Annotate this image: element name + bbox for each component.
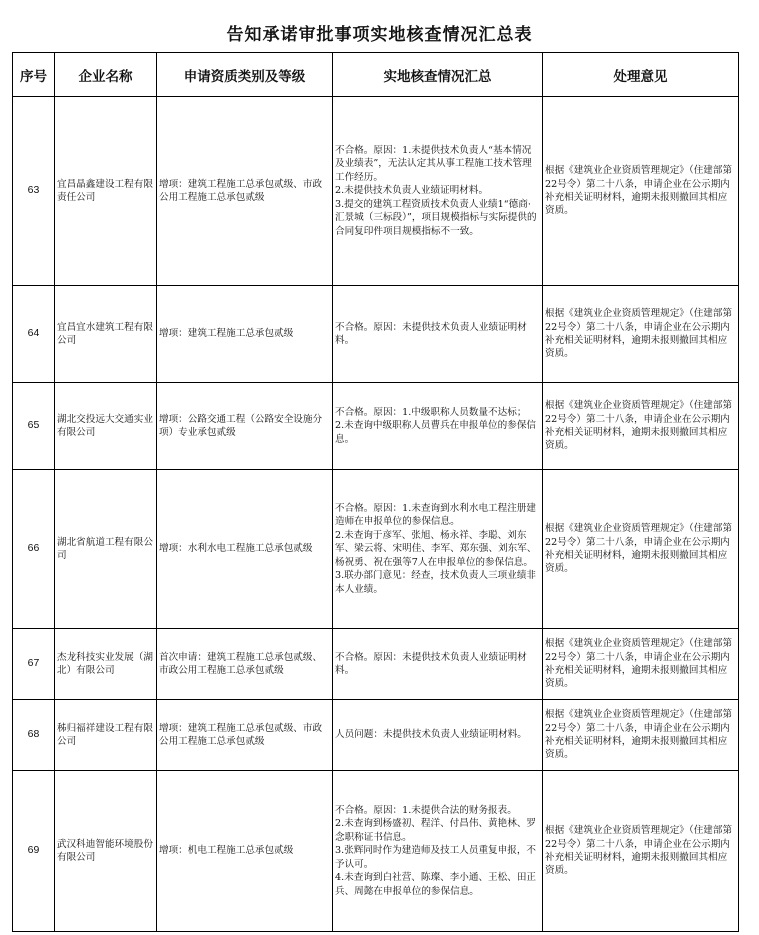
finding-line: 2.未查询于彦军、张旭、杨永祥、李聪、刘东军、梁云将、宋明佳、李军、郑东强、刘东军、杨祝勇、祝在强等7人在申报单位的参保信息。 bbox=[335, 529, 537, 568]
finding-line: 2.未提供技术负责人业绩证明材料。 bbox=[335, 185, 489, 197]
table-row bbox=[13, 286, 739, 383]
row-company: 武汉科迪智能环境股份有限公司 bbox=[55, 771, 157, 932]
row-qualification: 增项：建筑工程施工总承包贰级、市政公用工程施工总承包贰级 bbox=[157, 97, 333, 286]
header-seq: 序号 bbox=[13, 53, 55, 97]
finding-line: 3.提交的建筑工程资质技术负责人业绩1“德商·汇景城（三标段）”，项目规模指标与实际提供的合同复印件项目规模指标不一致。 bbox=[335, 198, 537, 237]
row-findings bbox=[333, 286, 543, 383]
row-decision: 根据《建筑业企业资质管理规定》（住建部第22号令）第二十八条，申请企业在公示期内补充相关证明材料，逾期未报则撤回其相应资质。 bbox=[543, 286, 739, 383]
row-decision: 根据《建筑业企业资质管理规定》（住建部第22号令）第二十八条，申请企业在公示期内补充相关证明材料，逾期未报则撤回其相应资质。 bbox=[543, 629, 739, 700]
row-seq: 65 bbox=[13, 383, 55, 470]
row-company: 秭归福祥建设工程有限公司 bbox=[55, 700, 157, 771]
finding-line: 不合格。原因：1.中级职称人员数量不达标； bbox=[335, 406, 527, 418]
row-company: 宜昌晶鑫建设工程有限责任公司 bbox=[55, 97, 157, 286]
finding-line: 不合格。原因：1.未查询到水利水电工程注册建造师在申报单位的参保信息。 bbox=[335, 503, 537, 528]
row-findings bbox=[333, 629, 543, 700]
header-company: 企业名称 bbox=[55, 53, 157, 97]
table-row bbox=[13, 97, 739, 286]
row-qualification: 增项：机电工程施工总承包贰级 bbox=[157, 771, 333, 932]
row-seq: 63 bbox=[13, 97, 55, 286]
table-row bbox=[13, 700, 739, 771]
row-company: 宜昌宜水建筑工程有限公司 bbox=[55, 286, 157, 383]
finding-line: 3.张辉同时作为建造师及技工人员重复申报，不予认可。 bbox=[335, 845, 537, 870]
row-qualification: 增项：公路交通工程（公路安全设施分项）专业承包贰级 bbox=[157, 383, 333, 470]
finding-line: 2.未查询中级职称人员曹兵在申报单位的参保信息。 bbox=[335, 420, 537, 445]
finding-line: 4.未查询到白社营、陈璨、李小通、王松、田正兵、周懿在申报单位的参保信息。 bbox=[335, 872, 537, 897]
finding-line: 2.未查询到杨盛初、程洋、付昌伟、黄艳林、罗念职称证书信息。 bbox=[335, 818, 537, 843]
table-header-row bbox=[13, 53, 739, 97]
finding-line: 3.联办部门意见：经查，技术负责人三项业绩非本人业绩。 bbox=[335, 570, 537, 595]
row-findings bbox=[333, 771, 543, 932]
row-qualification: 首次申请：建筑工程施工总承包贰级、市政公用工程施工总承包贰级 bbox=[157, 629, 333, 700]
row-company: 湖北交投远大交通实业有限公司 bbox=[55, 383, 157, 470]
row-findings bbox=[333, 97, 543, 286]
row-company: 杰龙科技实业发展（湖北）有限公司 bbox=[55, 629, 157, 700]
row-company: 湖北省航道工程有限公司 bbox=[55, 470, 157, 629]
row-findings bbox=[333, 700, 543, 771]
summary-table bbox=[12, 52, 739, 932]
page-title: 告知承诺审批事项实地核查情况汇总表 bbox=[226, 25, 533, 45]
table-row bbox=[13, 771, 739, 932]
row-seq: 67 bbox=[13, 629, 55, 700]
finding-line: 不合格。原因：未提供技术负责人业绩证明材料。 bbox=[335, 321, 527, 346]
table-row bbox=[13, 383, 739, 470]
row-decision: 根据《建筑业企业资质管理规定》（住建部第22号令）第二十八条，申请企业在公示期内补充相关证明材料，逾期未报则撤回其相应资质。 bbox=[543, 97, 739, 286]
row-seq: 66 bbox=[13, 470, 55, 629]
header-decision: 处理意见 bbox=[543, 53, 739, 97]
finding-line: 人员问题：未提供技术负责人业绩证明材料。 bbox=[335, 729, 527, 741]
finding-line: 不合格。原因：1.未提供技术负责人“基本情况及业绩表”，无法认定其从事工程施工技术管理工作经历。 bbox=[335, 145, 532, 183]
row-decision: 根据《建筑业企业资质管理规定》（住建部第22号令）第二十八条，申请企业在公示期内补充相关证明材料，逾期未报则撤回其相应资质。 bbox=[543, 383, 739, 470]
header-qualification: 申请资质类别及等级 bbox=[157, 53, 333, 97]
row-decision: 根据《建筑业企业资质管理规定》（住建部第22号令）第二十八条，申请企业在公示期内补充相关证明材料，逾期未报则撤回其相应资质。 bbox=[543, 700, 739, 771]
finding-line: 不合格。原因：1.未提供合法的财务报表。 bbox=[335, 805, 517, 817]
finding-line: 不合格。原因：未提供技术负责人业绩证明材料。 bbox=[335, 651, 527, 676]
row-findings bbox=[333, 383, 543, 470]
table-row bbox=[13, 470, 739, 629]
header-findings: 实地核查情况汇总 bbox=[333, 53, 543, 97]
row-seq: 69 bbox=[13, 771, 55, 932]
row-seq: 68 bbox=[13, 700, 55, 771]
row-decision: 根据《建筑业企业资质管理规定》（住建部第22号令）第二十八条，申请企业在公示期内补充相关证明材料，逾期未报则撤回其相应资质。 bbox=[543, 470, 739, 629]
row-decision: 根据《建筑业企业资质管理规定》（住建部第22号令）第二十八条，申请企业在公示期内补充相关证明材料，逾期未报则撤回其相应资质。 bbox=[543, 771, 739, 932]
row-findings bbox=[333, 470, 543, 629]
row-seq: 64 bbox=[13, 286, 55, 383]
row-qualification: 增项：建筑工程施工总承包贰级 bbox=[157, 286, 333, 383]
row-qualification: 增项：建筑工程施工总承包贰级、市政公用工程施工总承包贰级 bbox=[157, 700, 333, 771]
row-qualification: 增项：水利水电工程施工总承包贰级 bbox=[157, 470, 333, 629]
table-row bbox=[13, 629, 739, 700]
